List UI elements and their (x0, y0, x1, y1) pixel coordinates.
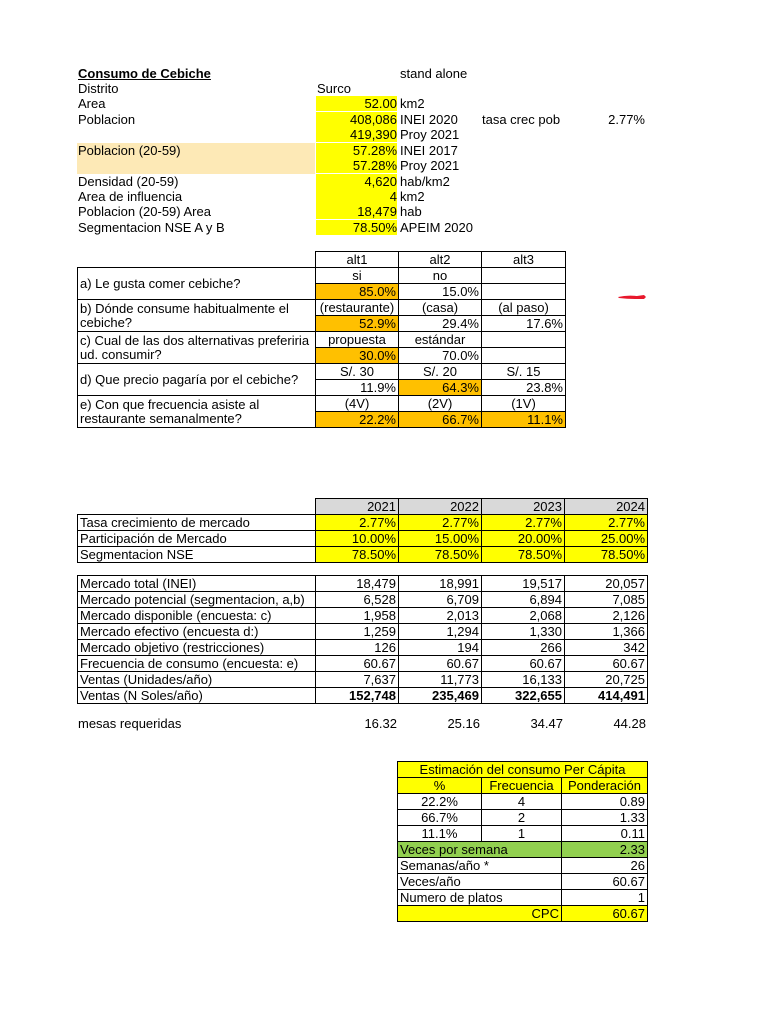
param-value[interactable]: 18,479 (316, 204, 397, 219)
survey-option-row (78, 268, 566, 284)
cpc-summary-value[interactable]: 1 (562, 890, 648, 906)
market-row (78, 592, 648, 608)
param-value[interactable]: 408,086 (316, 112, 397, 127)
market-cell[interactable]: 18,991 (399, 576, 482, 592)
param-unit: km2 (400, 189, 425, 204)
market-label: Mercado objetivo (restricciones) (78, 640, 316, 656)
market-row (78, 624, 648, 640)
growth-rate-value[interactable]: 2.77% (608, 112, 645, 127)
market-cell[interactable]: 342 (565, 640, 648, 656)
cpc-summary-row (398, 858, 648, 874)
survey-option-row (78, 332, 566, 348)
cpc-cell[interactable]: 11.1% (398, 826, 482, 842)
rate-label: Tasa crecimiento de mercado (78, 515, 316, 531)
survey-pct[interactable]: 23.8% (482, 380, 566, 396)
param-unit: hab (400, 204, 422, 219)
year-header: 2021 (316, 499, 399, 515)
market-label: Mercado disponible (encuesta: c) (78, 608, 316, 624)
market-label: Mercado efectivo (encuesta d:) (78, 624, 316, 640)
rate-row (78, 515, 648, 531)
rate-cell[interactable]: 15.00% (399, 531, 482, 547)
survey-option: (al paso) (482, 300, 566, 316)
survey-pct[interactable] (482, 284, 566, 300)
market-cell[interactable]: 2,126 (565, 608, 648, 624)
survey-option: si (316, 268, 399, 284)
param-value[interactable]: 4 (316, 189, 397, 204)
market-cell[interactable]: 60.67 (316, 656, 399, 672)
cpc-cell[interactable]: 2 (482, 810, 562, 826)
year-header: 2024 (565, 499, 648, 515)
param-label: Area de influencia (78, 189, 183, 204)
param-value[interactable]: 52.00 (316, 96, 397, 111)
param-unit: INEI 2017 (400, 143, 458, 158)
survey-option: propuesta (316, 332, 399, 348)
stand-alone-note: stand alone (400, 66, 468, 81)
survey-header: alt1 (316, 252, 399, 268)
survey-pct[interactable]: 85.0% (316, 284, 399, 300)
market-cell[interactable]: 6,894 (482, 592, 565, 608)
market-label: Ventas (Unidades/año) (78, 672, 316, 688)
survey-option: no (399, 268, 482, 284)
rate-cell[interactable]: 78.50% (399, 547, 482, 563)
survey-option (482, 268, 566, 284)
cpc-header: Ponderación (562, 778, 648, 794)
cpc-row (398, 810, 648, 826)
survey-question: d) Que precio pagaría por el cebiche? (78, 364, 316, 396)
survey-option: (1V) (482, 396, 566, 412)
market-cell[interactable]: 60.67 (399, 656, 482, 672)
market-row (78, 640, 648, 656)
cpc-summary-row (398, 890, 648, 906)
market-cell[interactable]: 1,259 (316, 624, 399, 640)
rate-cell[interactable]: 25.00% (565, 531, 648, 547)
param-unit: APEIM 2020 (400, 220, 473, 235)
sales-cell[interactable]: 322,655 (482, 688, 565, 704)
years-corner (78, 499, 316, 515)
survey-option: (4V) (316, 396, 399, 412)
param-unit: km2 (400, 96, 425, 111)
cpc-row (398, 826, 648, 842)
survey-question: e) Con que frecuencia asiste al restaurante semanalmente? (78, 396, 316, 428)
market-cell[interactable]: 60.67 (565, 656, 648, 672)
rate-cell[interactable]: 2.77% (565, 515, 648, 531)
cpc-total-label: CPC (398, 906, 562, 922)
cpc-cell[interactable]: 22.2% (398, 794, 482, 810)
cpc-summary-label: Numero de platos (398, 890, 562, 906)
survey-option-row (78, 364, 566, 380)
sales-label: Ventas (N Soles/año) (78, 688, 316, 704)
survey-table (77, 251, 566, 428)
param-value[interactable]: 57.28% (316, 143, 397, 158)
cpc-summary-row (398, 842, 648, 858)
market-cell[interactable]: 2,013 (399, 608, 482, 624)
survey-option-row (78, 396, 566, 412)
param-label: Segmentacion NSE A y B (78, 220, 225, 235)
cpc-header-row (398, 778, 648, 794)
survey-pct[interactable]: 29.4% (399, 316, 482, 332)
market-cell[interactable]: 18,479 (316, 576, 399, 592)
market-label: Mercado potencial (segmentacion, a,b) (78, 592, 316, 608)
survey-question: a) Le gusta comer cebiche? (78, 268, 316, 300)
survey-option: S/. 15 (482, 364, 566, 380)
param-label: Poblacion (20-59) (78, 143, 181, 158)
market-rates-table (77, 498, 648, 563)
cpc-summary-label: Veces por semana (398, 842, 562, 858)
years-header-row (78, 499, 648, 515)
market-cell[interactable]: 2,068 (482, 608, 565, 624)
rate-cell[interactable]: 78.50% (565, 547, 648, 563)
param-label: Poblacion (78, 112, 136, 127)
cpc-summary-row (398, 874, 648, 890)
param-value[interactable]: 4,620 (316, 174, 397, 189)
param-unit: Proy 2021 (400, 127, 460, 142)
market-cell[interactable]: 1,958 (316, 608, 399, 624)
survey-question: b) Dónde consume habitualmente el cebiche? (78, 300, 316, 332)
cpc-cell[interactable]: 0.89 (562, 794, 648, 810)
survey-pct[interactable]: 11.1% (482, 412, 566, 428)
survey-option: S/. 30 (316, 364, 399, 380)
survey-option: (casa) (399, 300, 482, 316)
sales-cell[interactable]: 414,491 (565, 688, 648, 704)
cpc-header: % (398, 778, 482, 794)
market-cell[interactable]: 11,773 (399, 672, 482, 688)
cpc-summary-value[interactable]: 26 (562, 858, 648, 874)
survey-option (482, 332, 566, 348)
rate-row (78, 547, 648, 563)
cpc-summary-value[interactable]: 60.67 (562, 874, 648, 890)
tables-required-cell[interactable]: 25.16 (447, 716, 480, 731)
survey-header-row (78, 252, 566, 268)
cpc-cell[interactable]: 1 (482, 826, 562, 842)
survey-header: alt3 (482, 252, 566, 268)
market-row (78, 576, 648, 592)
survey-option: (restaurante) (316, 300, 399, 316)
red-marker-icon (617, 293, 647, 301)
cpc-summary-value[interactable]: 2.33 (562, 842, 648, 858)
market-row (78, 656, 648, 672)
cpc-total-value[interactable]: 60.67 (562, 906, 648, 922)
sales-cell[interactable]: 235,469 (399, 688, 482, 704)
survey-pct[interactable]: 64.3% (399, 380, 482, 396)
market-cell[interactable]: 1,294 (399, 624, 482, 640)
survey-pct[interactable]: 11.9% (316, 380, 399, 396)
cpc-cell[interactable]: 1.33 (562, 810, 648, 826)
survey-pct[interactable] (482, 348, 566, 364)
cpc-table (397, 761, 648, 922)
cpc-header: Frecuencia (482, 778, 562, 794)
year-header: 2023 (482, 499, 565, 515)
rate-row (78, 531, 648, 547)
market-cell[interactable]: 194 (399, 640, 482, 656)
param-label: Poblacion (20-59) Area (78, 204, 211, 219)
tables-required-cell[interactable]: 44.28 (613, 716, 646, 731)
market-cell[interactable]: 1,366 (565, 624, 648, 640)
param-label: Distrito (78, 81, 119, 96)
cpc-cell[interactable]: 4 (482, 794, 562, 810)
market-cell[interactable]: 19,517 (482, 576, 565, 592)
survey-pct[interactable]: 15.0% (399, 284, 482, 300)
survey-option: (2V) (399, 396, 482, 412)
survey-pct[interactable]: 52.9% (316, 316, 399, 332)
tables-required-label: mesas requeridas (78, 716, 182, 731)
rate-label: Participación de Mercado (78, 531, 316, 547)
sheet-title: Consumo de Cebiche (78, 66, 211, 81)
market-cell[interactable]: 266 (482, 640, 565, 656)
market-cell[interactable]: 6,709 (399, 592, 482, 608)
survey-header: alt2 (399, 252, 482, 268)
cpc-summary-label: Veces/año (398, 874, 562, 890)
param-value[interactable]: Surco (317, 81, 351, 96)
param-value[interactable]: 78.50% (316, 220, 397, 235)
cpc-total-row (398, 906, 648, 922)
market-row (78, 672, 648, 688)
market-cell[interactable]: 126 (316, 640, 399, 656)
rate-cell[interactable]: 78.50% (316, 547, 399, 563)
param-unit: INEI 2020 (400, 112, 458, 127)
market-cell[interactable]: 20,725 (565, 672, 648, 688)
growth-rate-label: tasa crec pob (482, 112, 561, 127)
param-label: Densidad (20-59) (78, 174, 179, 189)
market-cell[interactable]: 7,637 (316, 672, 399, 688)
survey-option-row (78, 300, 566, 316)
sales-row (78, 688, 648, 704)
rate-cell[interactable]: 2.77% (482, 515, 565, 531)
param-label: Area (78, 96, 106, 111)
survey-option: S/. 20 (399, 364, 482, 380)
market-label: Mercado total (INEI) (78, 576, 316, 592)
param-value[interactable]: 419,390 (316, 127, 397, 142)
cpc-cell[interactable]: 66.7% (398, 810, 482, 826)
cpc-title: Estimación del consumo Per Cápita (398, 762, 648, 778)
tables-required-cell[interactable]: 34.47 (530, 716, 563, 731)
rate-cell[interactable]: 2.77% (316, 515, 399, 531)
rate-cell[interactable]: 10.00% (316, 531, 399, 547)
survey-question: c) Cual de las dos alternativas preferiria ud. consumir? (78, 332, 316, 364)
market-cell[interactable]: 16,133 (482, 672, 565, 688)
tables-required-cell[interactable]: 16.32 (364, 716, 397, 731)
market-cell[interactable]: 1,330 (482, 624, 565, 640)
param-value[interactable]: 57.28% (316, 158, 397, 173)
market-cell[interactable]: 60.67 (482, 656, 565, 672)
survey-pct[interactable]: 70.0% (399, 348, 482, 364)
cpc-cell[interactable]: 0.11 (562, 826, 648, 842)
market-cell[interactable]: 7,085 (565, 592, 648, 608)
market-size-table (77, 575, 648, 704)
rate-label: Segmentacion NSE (78, 547, 316, 563)
survey-pct[interactable]: 30.0% (316, 348, 399, 364)
survey-pct[interactable]: 22.2% (316, 412, 399, 428)
market-cell[interactable]: 20,057 (565, 576, 648, 592)
rate-cell[interactable]: 2.77% (399, 515, 482, 531)
rate-cell[interactable]: 20.00% (482, 531, 565, 547)
survey-pct[interactable]: 17.6% (482, 316, 566, 332)
cpc-summary-label: Semanas/año * (398, 858, 562, 874)
cpc-row (398, 794, 648, 810)
survey-pct[interactable]: 66.7% (399, 412, 482, 428)
survey-corner (78, 252, 316, 268)
param-unit: Proy 2021 (400, 158, 460, 173)
year-header: 2022 (399, 499, 482, 515)
sales-cell[interactable]: 152,748 (316, 688, 399, 704)
market-row (78, 608, 648, 624)
rate-cell[interactable]: 78.50% (482, 547, 565, 563)
market-cell[interactable]: 6,528 (316, 592, 399, 608)
market-label: Frecuencia de consumo (encuesta: e) (78, 656, 316, 672)
survey-option: estándar (399, 332, 482, 348)
param-unit: hab/km2 (400, 174, 450, 189)
